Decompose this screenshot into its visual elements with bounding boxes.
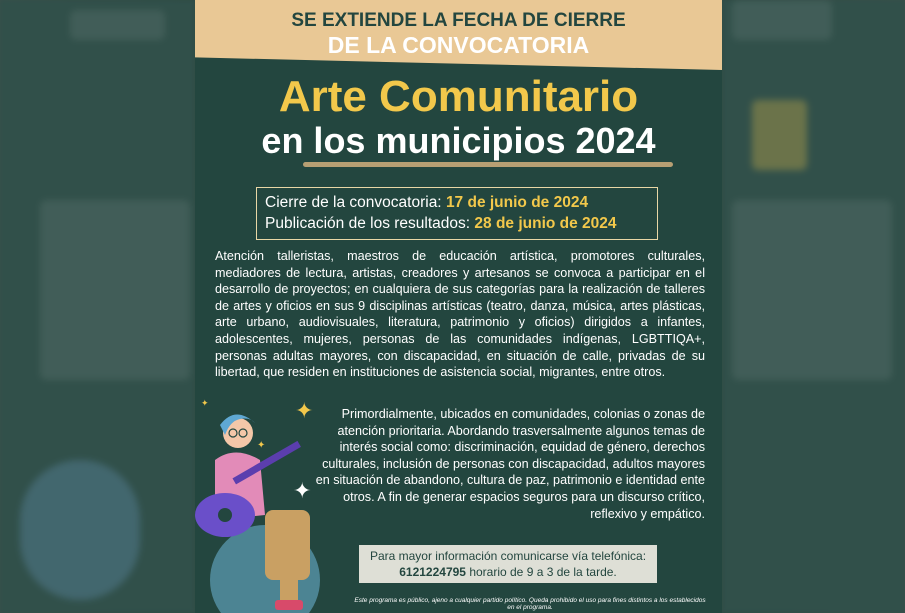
guitarist-illustration [195,405,360,613]
dates-box [256,187,658,240]
header-line-2: DE LA CONVOCATORIA [327,32,590,58]
blurred-right-panel [722,0,905,613]
results-date-value: 28 de junio de 2024 [474,215,617,232]
blurred-shape [732,200,892,380]
closing-date-row [265,194,588,212]
results-date-label: Publicación de los resultados: [265,215,471,232]
closing-date-value: 17 de junio de 2024 [445,194,589,211]
contact-info-box [359,545,657,583]
results-date-row [265,215,617,233]
contact-info-label: Para mayor información comunicarse vía telefónica: [369,549,647,563]
poster [195,0,722,613]
blurred-left-panel [0,0,195,613]
blurred-shape [752,100,807,170]
blurred-shape [20,460,140,600]
sparkle-icon: ✦ [201,398,209,408]
title-underline [303,162,673,167]
contact-hours: horario de 9 a 3 de la tarde. [465,565,617,579]
blurred-shape [732,0,832,40]
sparkle-icon: ✦ [257,440,266,451]
phone-number[interactable]: 6121224795 [399,565,466,579]
closing-date-label: Cierre de la convocatoria: [265,194,442,211]
sparkle-icon: ✦ [295,398,314,423]
poster-title: Arte Comunitario [278,72,639,121]
footer-disclaimer: Este programa es público, ajeno a cualquier partido político. Queda prohibido el uso para fines distintos a los establecidos en el programa. [354,597,706,611]
body-paragraph-2: Primordialmente, ubicados en comunidades, colonias o zonas de atención prioritaria. Abordando trasversalmente algunos temas de interés social como: discriminación, equidad de género, derechos culturales, inclusión de personas con discapacidad, adultos mayores en situación de abandono, cultura de paz, patrimonio e identidad ente otros. A fin de generar espacios seguros para un discurso crítico, reflexivo y empático. [315,407,705,521]
blurred-shape [70,10,165,40]
body-paragraph-1: Atención talleristas, maestros de educación artística, promotores culturales, mediadores de lectura, artistas, creadores y artesanos se convoca a participar en el desarrollo de proyectos; en cualquiera de sus categorías para la realización de talleres de artes y oficios en sus 9 disciplinas artísticas (teatro, danza, música, artes plásticas, arte urbano, audiovisuales, literatura, patrimonio y oficios) dirigidos a infantes, adolescentes, mujeres, personas de las comunidades indígenas, LGBTTIQA+, personas adultas mayores, con discapacidad, en situación de calle, privadas de su libertad, que residen en instituciones de asistencia social, migrantes, entre otros. [215,249,705,380]
contact-info-details [359,565,657,579]
poster-subtitle: en los municipios 2024 [261,120,656,161]
header-line-1: SE EXTIENDE LA FECHA DE CIERRE [291,10,626,31]
blurred-shape [40,200,190,380]
sparkle-icon: ✦ [293,478,312,503]
